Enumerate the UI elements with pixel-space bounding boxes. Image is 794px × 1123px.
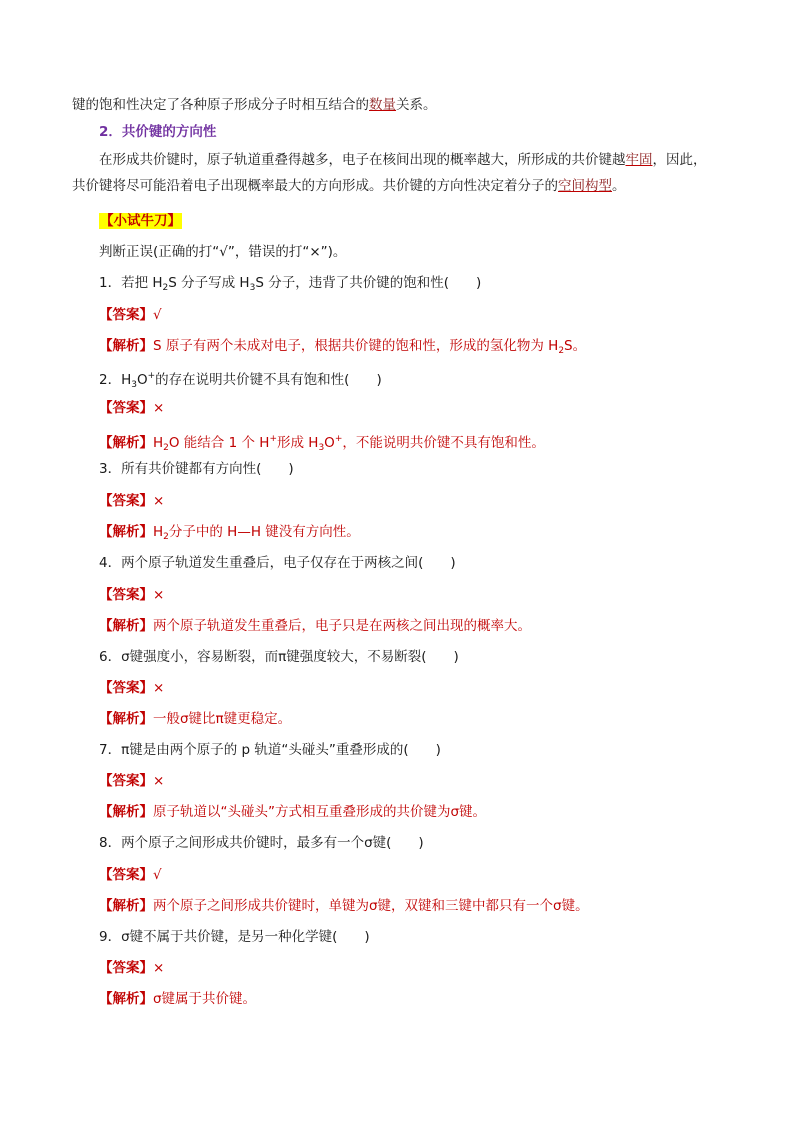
paragraph-text: ，因此，	[652, 152, 707, 168]
analysis-6	[99, 709, 291, 729]
analysis-text: O	[324, 435, 335, 451]
analysis-tag: 【解析】	[99, 338, 153, 354]
analysis-4	[99, 616, 531, 636]
analysis-tag: 【解析】	[99, 804, 153, 820]
question-text: 的存在说明共价键不具有饱和性( )	[155, 372, 382, 388]
answer-value: √	[153, 867, 162, 883]
paragraph-text: 在形成共价键时，原子轨道重叠得越多，电子在核间出现的概率越大，所形成的共价键越	[99, 152, 626, 168]
answer-tag: 【答案】	[99, 307, 153, 323]
question-text: 2．H	[99, 372, 132, 388]
question-text: 1．若把 H	[99, 275, 163, 291]
question-2	[99, 366, 382, 395]
superscript: +	[147, 371, 156, 381]
intro-continued-line	[72, 95, 437, 115]
answer-value: ×	[153, 960, 165, 976]
answer-6	[99, 678, 164, 698]
question-1	[99, 273, 481, 298]
question-8: 8．两个原子之间形成共价键时，最多有一个σ键( )	[99, 835, 424, 851]
answer-9	[99, 958, 164, 978]
intro-text-end: 关系。	[396, 97, 437, 113]
answer-7	[99, 771, 164, 791]
answer-tag: 【答案】	[99, 773, 153, 789]
section-heading: 2．共价键的方向性	[99, 124, 217, 140]
paragraph-text: 共价键将尽可能沿着电子出现概率最大的方向形成。共价键的方向性决定着分子的	[72, 178, 558, 194]
subscript: 2	[163, 532, 169, 542]
answer-tag: 【答案】	[99, 400, 153, 416]
answer-tag: 【答案】	[99, 587, 153, 603]
answer-value: ×	[153, 400, 165, 416]
intro-text: 键的饱和性决定了各种原子形成分子时相互结合的	[72, 97, 369, 113]
superscript: +	[269, 434, 277, 444]
analysis-text: 两个原子轨道发生重叠后，电子只是在两核之间出现的概率大。	[153, 618, 531, 634]
answer-3	[99, 491, 164, 511]
practice-instruction: 判断正误(正确的打“√”，错误的打“×”)。	[99, 244, 347, 260]
question-7: 7．π键是由两个原子的 p 轨道“头碰头”重叠形成的( )	[99, 742, 441, 758]
question-4: 4．两个原子轨道发生重叠后，电子仅存在于两核之间( )	[99, 555, 456, 571]
answer-tag: 【答案】	[99, 680, 153, 696]
answer-value: ×	[153, 587, 165, 603]
subscript: 3	[131, 380, 137, 390]
analysis-7	[99, 802, 486, 822]
question-9: 9．σ键不属于共价键，是另一种化学键( )	[99, 929, 370, 945]
answer-1	[99, 305, 162, 325]
answer-8	[99, 865, 162, 885]
answer-value: √	[153, 307, 162, 323]
section-paragraph-line-1	[99, 150, 707, 170]
answer-value: ×	[153, 680, 165, 696]
answer-tag: 【答案】	[99, 493, 153, 509]
analysis-tag: 【解析】	[99, 991, 153, 1007]
answer-value: ×	[153, 493, 165, 509]
subscript: 3	[249, 283, 256, 293]
answer-tag: 【答案】	[99, 867, 153, 883]
analysis-tag: 【解析】	[99, 898, 153, 914]
underlined-term: 空间构型	[558, 178, 612, 194]
question-3: 3．所有共价键都有方向性( )	[99, 461, 294, 477]
analysis-tag: 【解析】	[99, 524, 153, 540]
analysis-text: S。	[564, 338, 587, 354]
analysis-8	[99, 896, 589, 916]
subscript: 3	[318, 443, 325, 453]
analysis-text: S 原子有两个未成对电子，根据共价键的饱和性，形成的氢化物为 H	[153, 338, 559, 354]
analysis-text: 一般σ键比π键更稳定。	[153, 711, 292, 727]
subscript: 2	[558, 346, 565, 356]
analysis-1	[99, 336, 586, 361]
question-text: O	[136, 372, 148, 388]
analysis-text: σ键属于共价键。	[153, 991, 257, 1007]
analysis-tag: 【解析】	[99, 618, 153, 634]
analysis-text: 分子中的 H—H 键没有方向性。	[168, 524, 360, 540]
practice-badge-line	[99, 211, 182, 231]
question-6: 6．σ键强度小，容易断裂，而π键强度较大，不易断裂( )	[99, 649, 459, 665]
analysis-text: O 能结合 1 个 H	[168, 435, 270, 451]
analysis-9	[99, 989, 256, 1009]
analysis-text: 形成 H	[276, 435, 319, 451]
question-text: S 分子写成 H	[168, 275, 250, 291]
analysis-text: 原子轨道以“头碰头”方式相互重叠形成的共价键为σ键。	[153, 804, 487, 820]
analysis-text: H	[153, 435, 164, 451]
analysis-2	[99, 429, 545, 458]
question-text: S 分子，违背了共价键的饱和性( )	[255, 275, 482, 291]
analysis-3	[99, 522, 360, 547]
analysis-text: 两个原子之间形成共价键时，单键为σ键，双键和三键中都只有一个σ键。	[153, 898, 589, 914]
answer-2	[99, 398, 164, 418]
practice-badge: 【小试牛刀】	[100, 213, 181, 229]
section-paragraph-line-2	[72, 176, 626, 196]
intro-underlined-term: 数量	[369, 97, 396, 113]
analysis-tag: 【解析】	[99, 711, 153, 727]
analysis-text: ，不能说明共价键不具有饱和性。	[342, 435, 545, 451]
subscript: 2	[162, 283, 169, 293]
superscript: +	[334, 434, 343, 444]
paragraph-text: 。	[612, 178, 626, 194]
answer-4	[99, 585, 164, 605]
subscript: 2	[163, 443, 169, 453]
underlined-term: 牢固	[625, 152, 653, 168]
answer-tag: 【答案】	[99, 960, 153, 976]
analysis-tag: 【解析】	[99, 435, 153, 451]
answer-value: ×	[153, 773, 165, 789]
analysis-text: H	[153, 524, 164, 540]
